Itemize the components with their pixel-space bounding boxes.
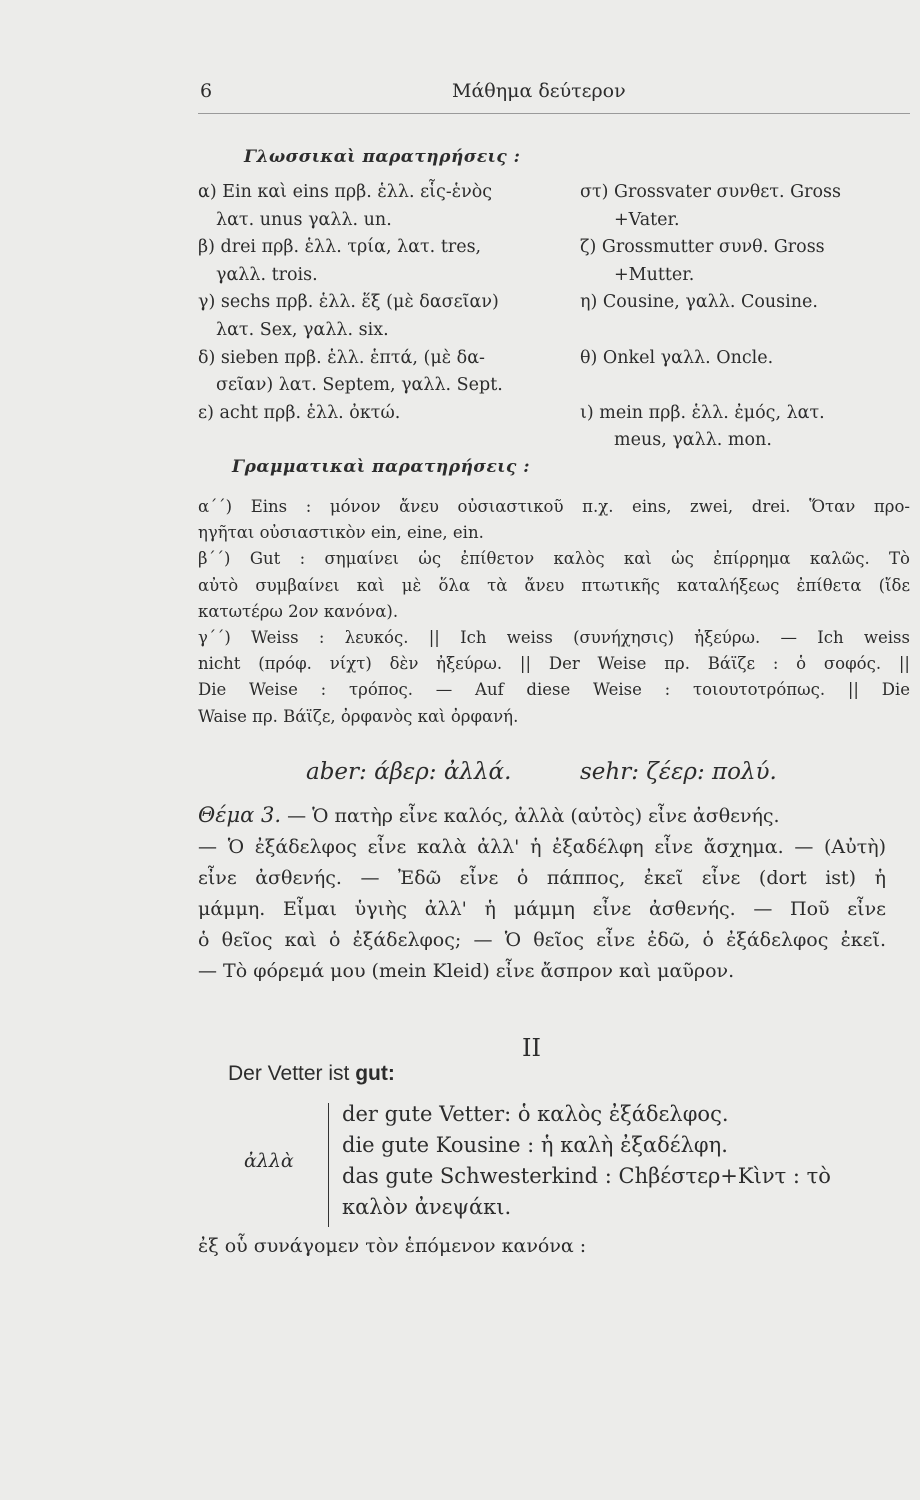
grammatika-heading: Γραμματικαὶ παρατηρήσεις : (232, 457, 531, 477)
grammatika-line: γ΄΄) Weiss : λευκός. || Ich weiss (συνήχησις) ἠξεύρω. — Ich weiss (198, 628, 910, 648)
glossika-line: στ) Grossvater συνθετ. Gross (580, 182, 841, 202)
glossika-line: θ) Onkel γαλλ. Oncle. (580, 347, 774, 368)
side-word: ἀλλὰ (244, 1150, 294, 1172)
glossika-line: meus, γαλλ. mon. (614, 430, 772, 451)
example-line: das gute Schwesterkind : Chβέστερ+Κὶντ : τὸ (342, 1164, 831, 1188)
glossika-line: ζ) Grossmutter συνθ. Gross (580, 237, 825, 258)
example-line: der gute Vetter: ὁ καλὸς ἐξάδελφος. (342, 1102, 729, 1126)
glossika-line: ε) acht πρβ. ἑλλ. ὀκτώ. (198, 402, 401, 423)
thema-line: — Ὁ ἐξάδελφος εἶνε καλὰ ἀλλ' ἡ ἐξαδέλφη εἶνε ἄσχημα. — (Αὐτὴ) (198, 836, 886, 858)
thema-line-first (198, 800, 886, 832)
page-number: 6 (200, 80, 213, 102)
glossika-line: γ) sechs πρβ. ἑλλ. ἕξ (μὲ δασεῖαν) (198, 292, 499, 313)
example-bracket (328, 1103, 329, 1227)
thema-line: μάμμη. Εἶμαι ὑγιὴς ἀλλ' ἡ μάμμη εἶνε ἀσθενής. — Ποῦ εἶνε (198, 898, 886, 920)
section-title-colon: : (387, 1062, 395, 1085)
grammatika-line: Waise πρ. Βάϊζε, ὀρφανὸς καὶ ὀρφανή. (198, 706, 519, 726)
grammatika-line: α΄΄) Eins : μόνον ἄνευ οὐσιαστικοῦ π.χ. eins, zwei, drei. Ὅταν προ- (198, 497, 910, 516)
glossika-line: λατ. unus γαλλ. un. (216, 209, 392, 230)
example-line: καλὸν ἀνεψάκι. (342, 1195, 512, 1219)
section-title-bold: gut (355, 1062, 388, 1085)
glossika-spacer (580, 372, 841, 400)
glossika-left-column (198, 179, 503, 427)
thema-line: — Ὁ πατὴρ εἶνε καλός, ἀλλὰ (αὐτὸς) εἶνε ἀσθενής. (287, 805, 780, 827)
example-line: die gute Kousine : ἡ καλὴ ἐξαδέλφη. (342, 1133, 728, 1157)
glossika-line: γαλλ. trois. (216, 264, 318, 285)
grammatika-line: κατωτέρω 2ον κανόνα). (198, 601, 399, 621)
thema-label: Θέμα 3. (198, 803, 282, 827)
header-rule (198, 113, 910, 114)
glossika-line: η) Cousine, γαλλ. Cousine. (580, 292, 818, 313)
section-title (228, 1062, 395, 1086)
grammatika-block (198, 494, 910, 730)
glossika-right-column (580, 179, 841, 455)
thema-line: εἶνε ἀσθενής. — Ἐδῶ εἶνε ὁ πάππος, ἐκεῖ εἶνε (dort ist) ἡ (198, 867, 886, 889)
examples-block (342, 1099, 831, 1223)
glossika-line: β) drei πρβ. ἑλλ. τρία, λατ. tres, (198, 237, 482, 258)
grammatika-line: ηγῆται οὐσιαστικὸν ein, eine, ein. (198, 523, 484, 543)
glossika-spacer (580, 317, 841, 345)
grammatika-line: nicht (πρόφ. νίχτ) δὲν ἠξεύρω. || Der Weise πρ. Βάϊζε : ὁ σοφός. || (198, 654, 910, 674)
glossika-heading: Γλωσσικαὶ παρατηρήσεις : (244, 147, 521, 167)
grammatika-line: β΄΄) Gut : σημαίνει ὡς ἐπίθετον καλὸς καὶ ὡς ἐπίρρημα καλῶς. Τὸ (198, 549, 910, 569)
vocab-aber: aber: άβερ: ἀλλά. (306, 759, 512, 785)
running-title: Μάθημα δεύτερον (452, 80, 626, 102)
vocab-sehr: sehr: ζέερ: πολύ. (580, 759, 777, 785)
glossika-line: λατ. Sex, γαλλ. six. (216, 319, 389, 340)
glossika-line: σεῖαν) λατ. Septem, γαλλ. Sept. (216, 375, 503, 396)
grammatika-line: Die Weise : τρόπος. — Auf diese Weise : τοιουτοτρόπως. || Die (198, 680, 910, 700)
grammatika-line: αὐτὸ συμβαίνει καὶ μὲ ὅλα τὰ ἄνευ πτωτικῆς καταλήξεως ἐπίθετα (ἴδε (198, 575, 910, 595)
glossika-line: ι) mein πρβ. ἑλλ. ἐμός, λατ. (580, 402, 825, 423)
thema-line: ὁ θεῖος καὶ ὁ ἐξάδελφος; — Ὁ θεῖος εἶνε ἐδῶ, ὁ ἐξάδελφος ἐκεῖ. (198, 929, 886, 951)
thema-block (198, 800, 886, 987)
glossika-line: +Mutter. (614, 264, 695, 285)
thema-line: — Τὸ φόρεμά μου (mein Kleid) εἶνε ἄσπρον καὶ μαῦρον. (198, 960, 735, 982)
section-title-text: Der Vetter ist (228, 1062, 350, 1085)
rule-intro: ἐξ οὗ συνάγομεν τὸν ἑπόμενον κανόνα : (198, 1235, 587, 1257)
section-numeral: II (522, 1034, 541, 1062)
glossika-line: +Vater. (614, 209, 680, 230)
glossika-line: α) Ein καὶ eins πρβ. ἑλλ. εἷς-ἑνὸς (198, 182, 493, 202)
glossika-line: δ) sieben πρβ. ἑλλ. ἑπτά, (μὲ δα- (198, 347, 485, 368)
